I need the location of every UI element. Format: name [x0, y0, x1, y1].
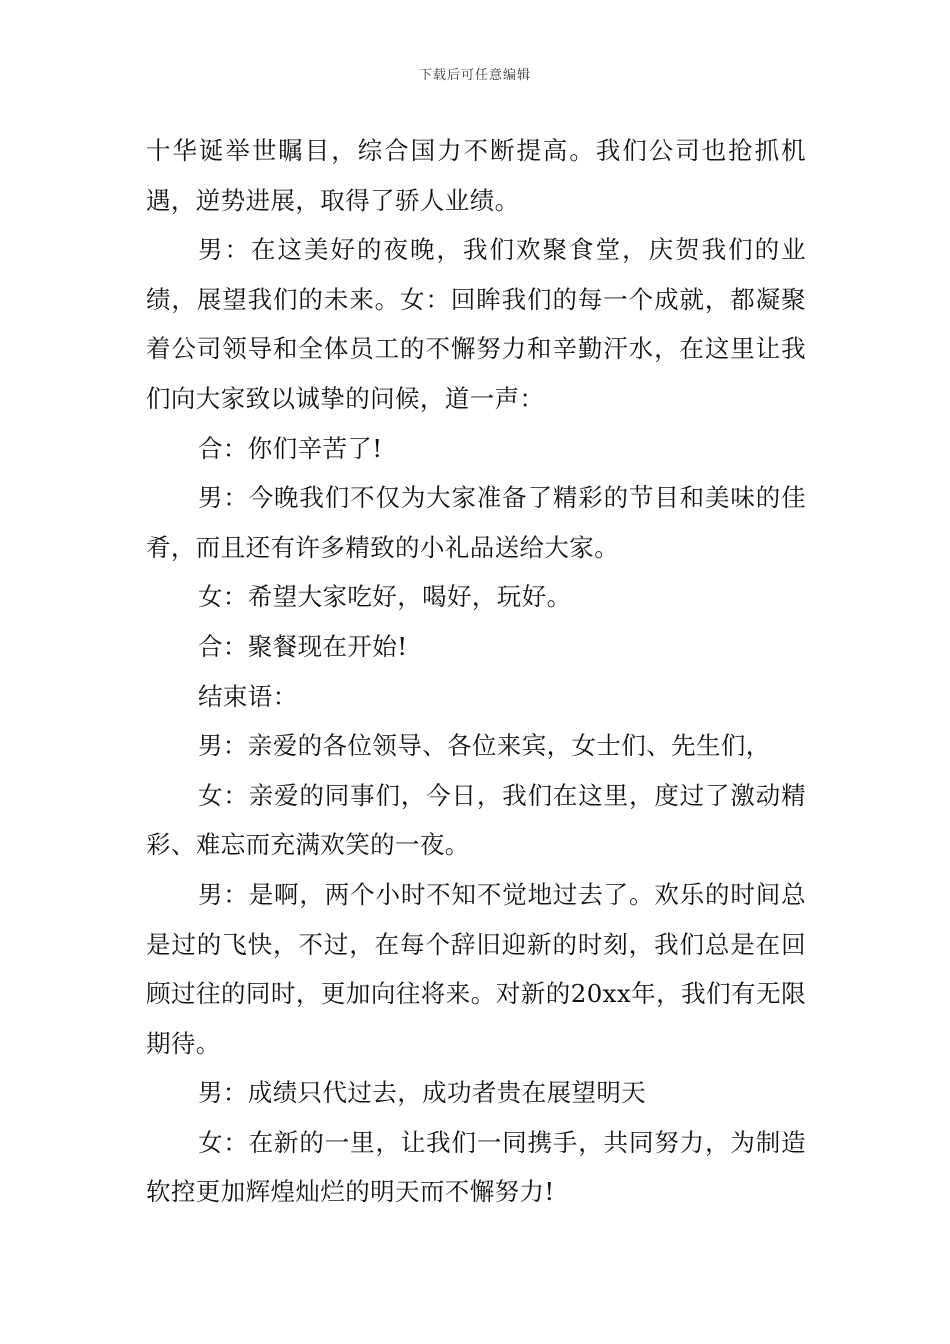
paragraph-3: 合：你们辛苦了! [198, 433, 383, 463]
paragraph-11: 男：成绩只代过去，成功者贵在展望明天 [198, 1078, 647, 1108]
paragraph-5: 女：希望大家吃好，喝好，玩好。 [198, 582, 572, 612]
paragraph-4: 男：今晚我们不仅为大家准备了精彩的节目和美味的佳肴，而且还有许多精致的小礼品送给大家。 [146, 483, 806, 562]
paragraph-12: 女：在新的一里，让我们一同携手，共同努力，为制造软控更加辉煌灿烂的明天而不懈努力! [146, 1127, 806, 1207]
paragraph-6: 合：聚餐现在开始! [198, 631, 408, 661]
paragraph-10: 男：是啊，两个小时不知不觉地过去了。欢乐的时间总是过的飞快，不过，在每个辞旧迎新的时刻，我们总是在回顾过往的同时，更加向往将来。对新的20xx年，我们有无限期待。 [146, 879, 806, 1058]
paragraph-2: 男：在这美好的夜晚，我们欢聚食堂，庆贺我们的业绩，展望我们的未来。女：回眸我们的每一个成就，都凝聚着公司领导和全体员工的不懈努力和辛勤汗水，在这里让我们向大家致以诚挚的问候，道一声： [146, 235, 806, 413]
paragraph-7: 结束语： [198, 681, 298, 711]
paragraph-9: 女：亲爱的同事们，今日，我们在这里，度过了激动精彩、难忘而充满欢笑的一夜。 [146, 780, 806, 860]
paragraph-8: 男：亲爱的各位领导、各位来宾，女士们、先生们， [198, 731, 771, 761]
page-header: 下载后可任意编辑 [418, 68, 531, 83]
document-body [146, 126, 806, 1217]
paragraph-1: 十华诞举世瞩目，综合国力不断提高。我们公司也抢抓机遇，逆势进展，取得了骄人业绩。 [146, 136, 806, 215]
